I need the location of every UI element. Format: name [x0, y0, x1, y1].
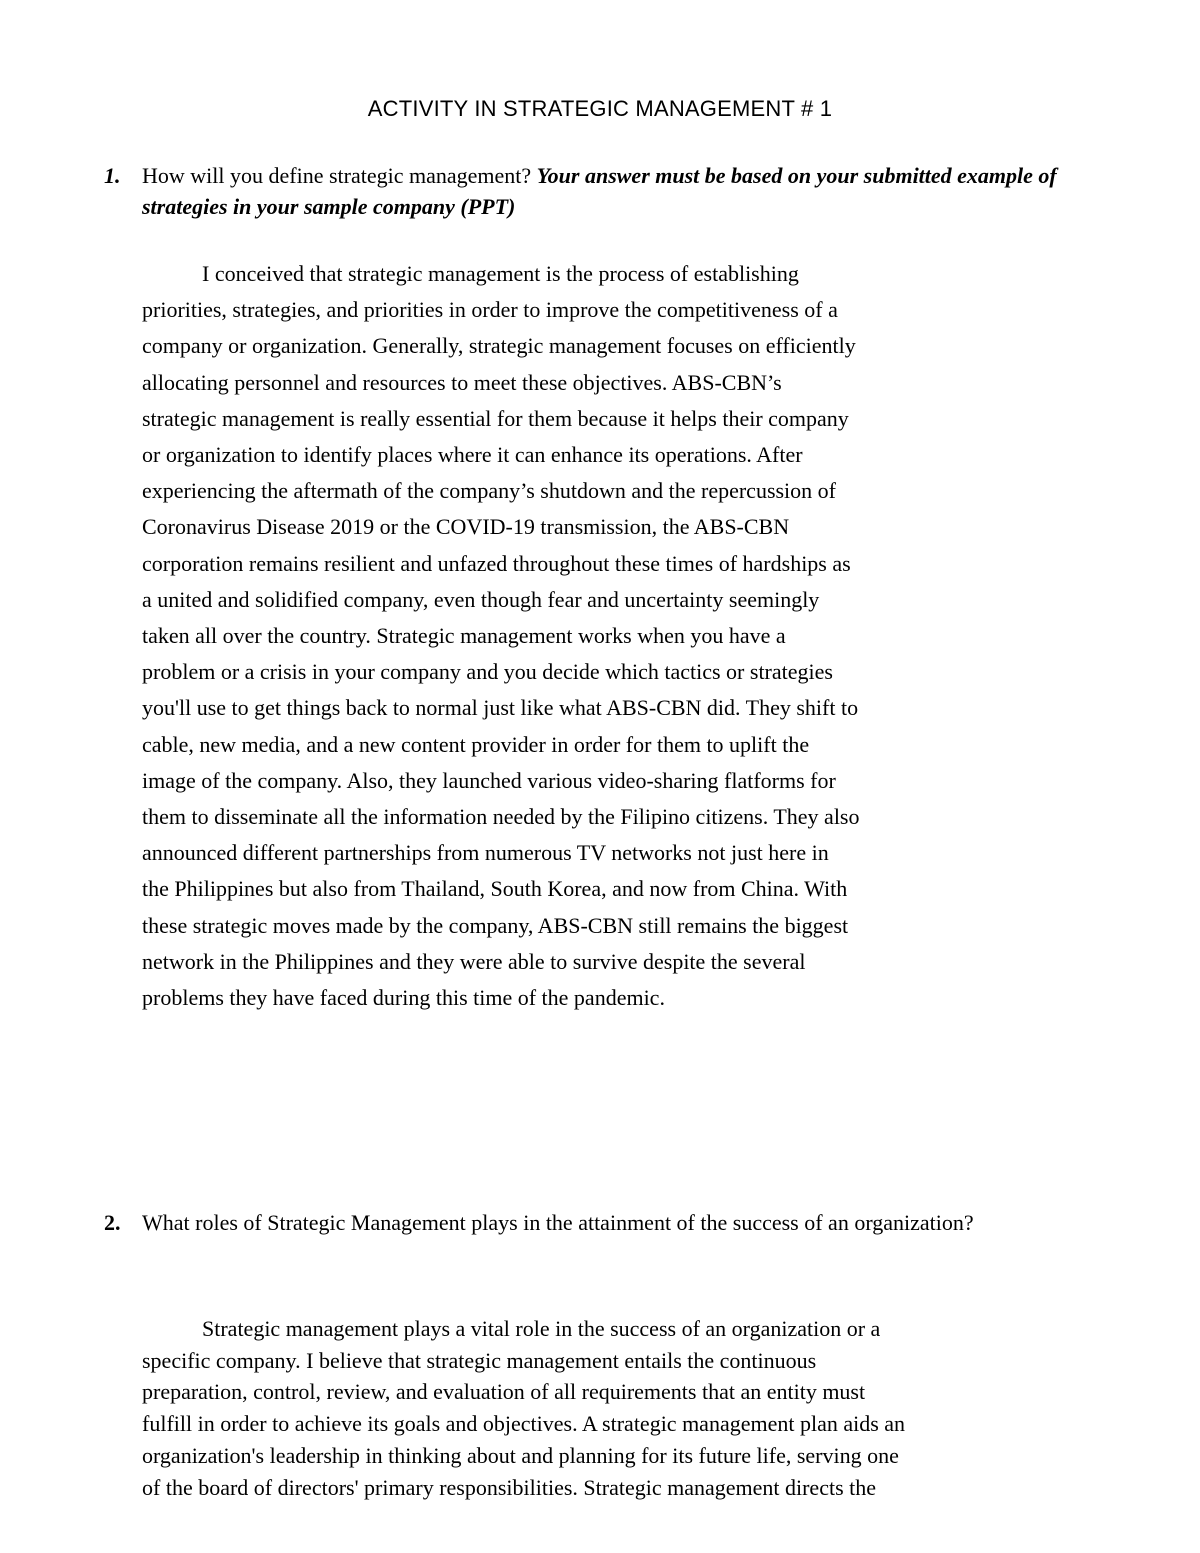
- question-1-instruction: Your answer must be based on your submitted example of strategies in your sample company (PPT): [142, 163, 1057, 219]
- answer-1-line: them to disseminate all the information needed by the Filipino citizens. They also: [142, 804, 860, 830]
- answer-1-line: problem or a crisis in your company and you decide which tactics or strategies: [142, 659, 833, 685]
- answer-1-line: a united and solidified company, even though fear and uncertainty seemingly: [142, 586, 820, 612]
- answer-1-line: experiencing the aftermath of the company’s shutdown and the repercussion of: [142, 478, 836, 504]
- answer-1-line: allocating personnel and resources to meet these objectives. ABS-CBN’s: [142, 369, 782, 395]
- answer-1-line: these strategic moves made by the company, ABS-CBN still remains the biggest: [142, 912, 849, 938]
- answer-1-line: company or organization. Generally, strategic management focuses on efficiently: [142, 333, 856, 359]
- answer-1-line: taken all over the country. Strategic management works when you have a: [142, 623, 786, 649]
- answer-2-line: Strategic management plays a vital role in the success of an organization or a: [202, 1316, 881, 1341]
- answer-1-line: announced different partnerships from numerous TV networks not just here in: [142, 840, 829, 866]
- question-2-number: 2.: [104, 1210, 121, 1235]
- question-1: [104, 160, 1064, 222]
- answer-1-line: cable, new media, and a new content provider in order for them to uplift the: [142, 731, 810, 757]
- question-1-text: How will you define strategic management?: [142, 163, 537, 188]
- answer-1: [142, 256, 1042, 1016]
- answer-2-line: fulfill in order to achieve its goals and objectives. A strategic management plan aids an: [142, 1411, 906, 1437]
- answer-1-line: image of the company. Also, they launched various video-sharing flatforms for: [142, 767, 836, 793]
- question-2-text: What roles of Strategic Management plays in the attainment of the success of an organization?: [142, 1210, 974, 1235]
- answer-1-line: I conceived that strategic management is the process of establishing: [202, 261, 799, 286]
- document-title: ACTIVITY IN STRATEGIC MANAGEMENT # 1: [367, 96, 833, 121]
- answer-1-line: problems they have faced during this time of the pandemic.: [142, 985, 665, 1011]
- answer-1-line: you'll use to get things back to normal just like what ABS-CBN did. They shift to: [142, 695, 859, 721]
- answer-2-line: organization's leadership in thinking about and planning for its future life, serving one: [142, 1442, 899, 1468]
- answer-1-line: the Philippines but also from Thailand, South Korea, and now from China. With: [142, 876, 848, 902]
- answer-2: [142, 1313, 1112, 1503]
- question-1-prompt: [142, 160, 1064, 222]
- answer-1-line: corporation remains resilient and unfazed throughout these times of hardships as: [142, 550, 851, 576]
- answer-1-line: priorities, strategies, and priorities in order to improve the competitiveness of a: [142, 297, 838, 323]
- question-2: [104, 1207, 1064, 1238]
- answer-2-line: specific company. I believe that strategic management entails the continuous: [142, 1347, 817, 1373]
- question-1-number: 1.: [104, 163, 121, 188]
- answer-1-line: network in the Philippines and they were able to survive despite the several: [142, 948, 806, 974]
- answer-2-line: preparation, control, review, and evaluation of all requirements that an entity must: [142, 1379, 866, 1405]
- answer-1-line: strategic management is really essential for them because it helps their company: [142, 405, 849, 431]
- answer-1-line: Coronavirus Disease 2019 or the COVID-19 transmission, the ABS-CBN: [142, 514, 790, 540]
- answer-1-line: or organization to identify places where it can enhance its operations. After: [142, 442, 803, 468]
- answer-2-line: of the board of directors' primary responsibilities. Strategic management directs the: [142, 1474, 877, 1500]
